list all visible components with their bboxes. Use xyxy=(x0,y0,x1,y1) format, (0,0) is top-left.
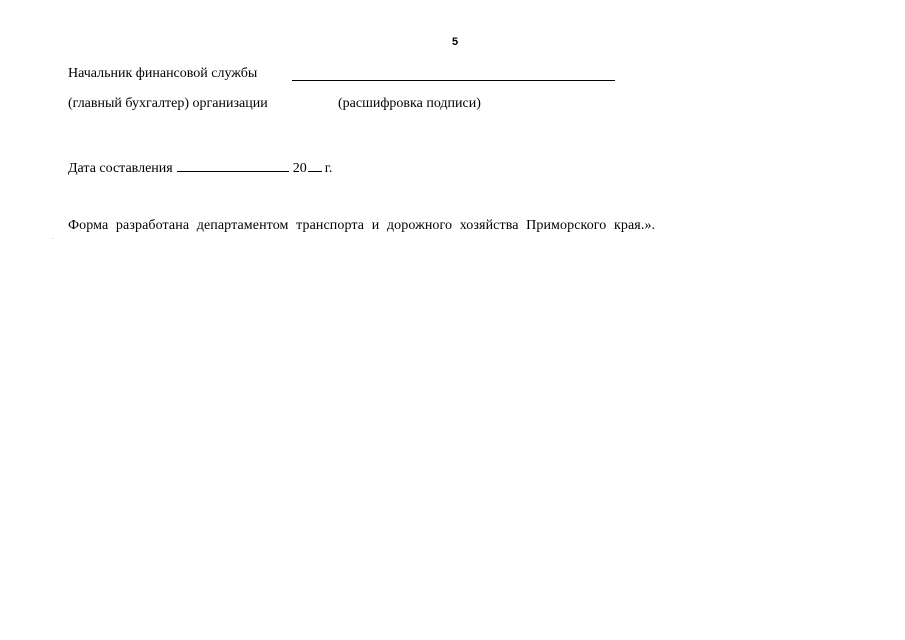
year-blank xyxy=(308,158,322,172)
date-row xyxy=(68,158,332,177)
position-title-line2: (главный бухгалтер) организации xyxy=(68,96,268,111)
date-blank xyxy=(177,158,289,172)
year-suffix: г. xyxy=(324,161,333,176)
year-prefix: 20 xyxy=(292,161,307,176)
signature-line xyxy=(292,80,615,81)
form-origin-note: Форма разработана департаментом транспорта и дорожного хозяйства Приморского края.». xyxy=(68,218,656,233)
scan-speck xyxy=(52,238,53,239)
position-title-line1: Начальник финансовой службы xyxy=(68,66,258,81)
signature-decode-label: (расшифровка подписи) xyxy=(338,96,481,111)
date-label: Дата составления xyxy=(68,161,173,176)
page-number: 5 xyxy=(452,36,459,48)
